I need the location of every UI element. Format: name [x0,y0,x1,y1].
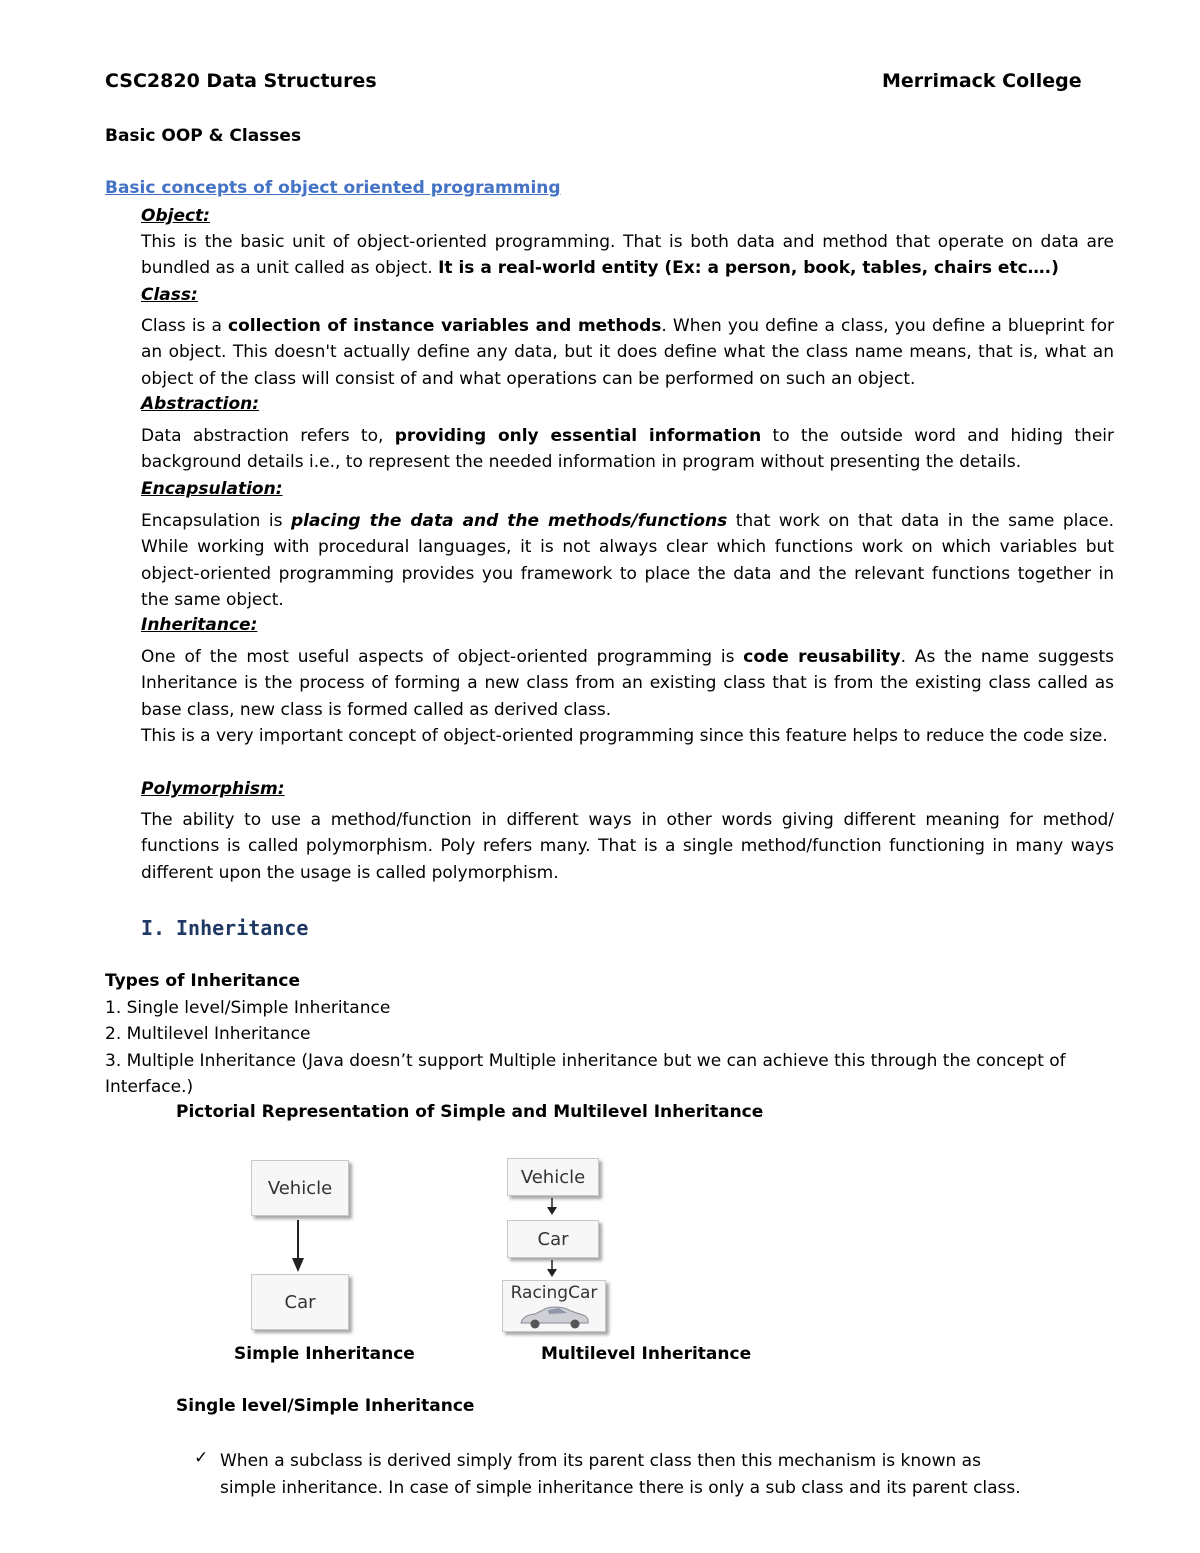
class-bold-text: collection of instance variables and methods [228,316,662,336]
abstraction-paragraph [141,423,1114,476]
inheritance-paragraph [141,644,1114,723]
types-heading: Types of Inheritance [105,971,300,991]
doc-title: Basic OOP & Classes [105,126,302,146]
multi-vehicle-label: Vehicle [520,1166,586,1188]
multi-arrow-1 [545,1198,559,1218]
list-item: 2. Multilevel Inheritance [105,1024,311,1045]
class-text-post: . When you define a class, you define a blueprint for an object. This doesn't actually define any data, but it does define what the class name means, that is, what an object of the class will consist of and what operations can be performed on such an object. [141,316,1115,389]
inheritance-text-pre: One of the most useful aspects of object-oriented programming is [141,647,744,667]
object-term: Object: [141,206,210,226]
multi-racingcar-box [502,1280,606,1332]
multilevel-inheritance-label: Multilevel Inheritance [541,1344,752,1364]
multi-racingcar-label: RacingCar [510,1283,598,1303]
single-level-bullet: When a subclass is derived simply from its parent class then this mechanism is known as simple inheritance. In case of simple inheritance there is only a sub class and its parent class. [220,1451,1021,1498]
inheritance-term: Inheritance: [141,615,258,635]
list-item: 3. Multiple Inheritance (Java doesn’t support Multiple inheritance but we can achieve this through the concept of Interface.) [105,1050,1066,1098]
multi-car-label: Car [537,1228,569,1250]
course-title: CSC2820 Data Structures [105,70,377,92]
simple-vehicle-label: Vehicle [267,1177,333,1199]
object-bold-text: It is a real-world entity (Ex: a person, book, tables, chairs etc….) [438,258,1059,279]
encapsulation-paragraph [141,508,1114,614]
multi-vehicle-box [507,1158,599,1196]
figure-caption: Pictorial Representation of Simple and Multilevel Inheritance [176,1102,764,1122]
class-text-pre: Class is a [141,316,229,336]
inheritance-text-post: . As the name suggests Inheritance is the process of forming a new class from an existing class that is from the existing class called as base class, new class is formed called as derived class. [141,647,1114,720]
encapsulation-text-post: that work on that data in the same place. While working with procedural languages, it is not always clear which functions work on which variables but object-oriented programming provides you framework to place the data and the relevant functions together in the same object. [141,511,1115,611]
simple-arrow [288,1220,308,1274]
abstraction-text-post: to the outside word and hiding their background details i.e., to represent the needed information in program without presenting the details. [141,426,1114,473]
simple-inheritance-label: Simple Inheritance [234,1344,415,1364]
simple-car-box [251,1274,349,1330]
simple-vehicle-box [251,1160,349,1216]
college-name: Merrimack College [882,70,1082,92]
abstraction-term: Abstraction: [141,394,260,414]
class-paragraph [141,313,1114,392]
section-title: Inheritance [176,916,309,940]
multi-arrow-2 [545,1260,559,1280]
multi-car-box [507,1220,599,1258]
section-numeral: I. [141,916,166,940]
inheritance-paragraph-2: This is a very important concept of object-oriented programming since this feature helps to reduce the code size. [141,726,1108,746]
inheritance-bold-text: code reusability [743,647,901,667]
abstraction-text-pre: Data abstraction refers to, [141,426,395,446]
abstraction-bold-text: providing only essential information [394,426,762,446]
encapsulation-text-pre: Encapsulation is [141,511,291,531]
single-level-heading: Single level/Simple Inheritance [176,1396,475,1416]
object-text: This is the basic unit of object-oriented programming. That is both data and method that operate on data are bundled as a unit called as object. [141,232,1114,279]
checkmark-icon: ✓ [194,1448,209,1468]
polymorphism-term: Polymorphism: [141,779,285,799]
polymorphism-paragraph: The ability to use a method/function in different ways in other words giving different meaning for method/ functions is called polymorphism. Poly refers many. That is a single method/function functioning in many ways different upon the usage is called polymorphism. [141,810,1114,883]
object-paragraph [141,229,1114,282]
encapsulation-term: Encapsulation: [141,479,283,499]
racing-car-icon [517,1303,591,1329]
concepts-heading-link[interactable]: Basic concepts of object oriented programming [105,178,561,198]
encapsulation-bold-text: placing the data and the methods/functions [290,511,728,531]
list-item: 1. Single level/Simple Inheritance [105,998,391,1018]
simple-car-label: Car [284,1291,316,1313]
types-list [105,995,1115,1101]
class-term: Class: [141,285,198,305]
